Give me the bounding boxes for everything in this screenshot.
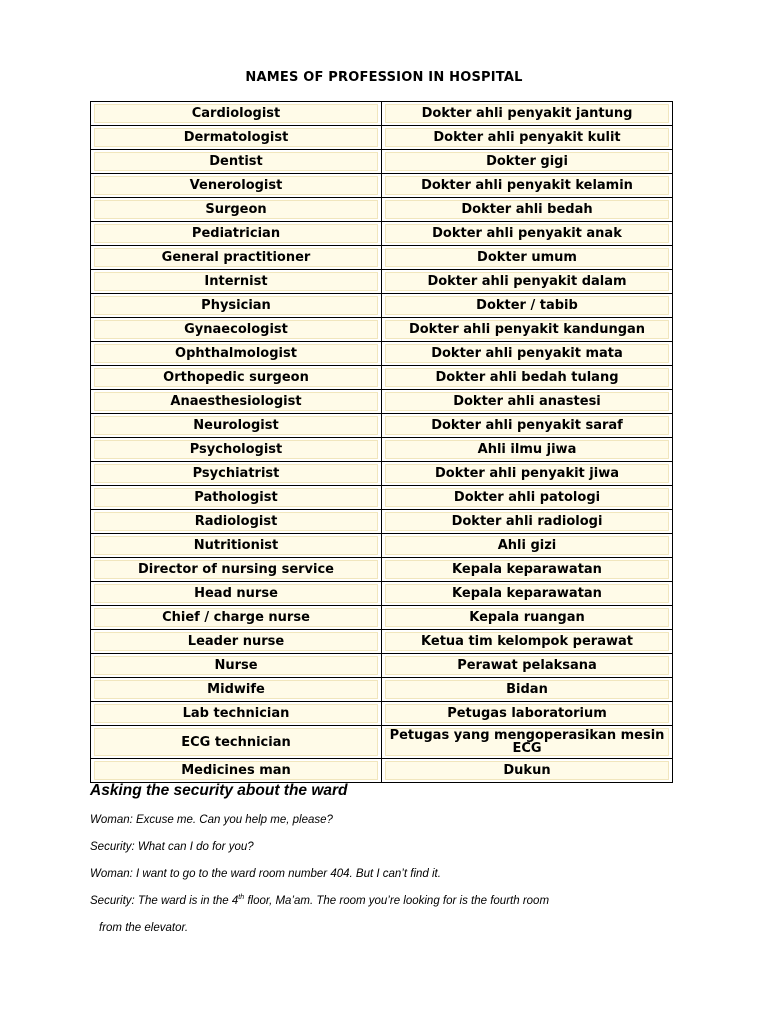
- dialog-line-security-2: [90, 895, 549, 907]
- page-title: NAMES OF PROFESSION IN HOSPITAL: [245, 70, 523, 85]
- profession-english-cell: [91, 654, 382, 678]
- profession-english-cell: [91, 486, 382, 510]
- profession-indonesian: Kepala keparawatan: [385, 560, 669, 579]
- profession-english-cell: [91, 630, 382, 654]
- dialog-line-security-2-continued: from the elevator.: [99, 922, 189, 934]
- profession-english: Pediatrician: [94, 224, 378, 243]
- profession-english-cell: [91, 102, 382, 126]
- dialog-line-security-1: Security: What can I do for you?: [90, 841, 254, 853]
- profession-indonesian: Dokter ahli penyakit jiwa: [385, 464, 669, 483]
- profession-indonesian: Dokter ahli anastesi: [385, 392, 669, 411]
- table-row: [91, 534, 673, 558]
- profession-indonesian: Bidan: [385, 680, 669, 699]
- profession-indonesian-cell: [382, 390, 673, 414]
- profession-english: Gynaecologist: [94, 320, 378, 339]
- table-row: [91, 510, 673, 534]
- profession-english-cell: [91, 126, 382, 150]
- profession-english-cell: [91, 318, 382, 342]
- table-row: [91, 270, 673, 294]
- profession-indonesian: Dokter ahli penyakit kandungan: [385, 320, 669, 339]
- dialog-line-woman-2: Woman: I want to go to the ward room number 404. But I can’t find it.: [90, 868, 441, 880]
- profession-english-cell: [91, 510, 382, 534]
- table-row: [91, 126, 673, 150]
- profession-english: Midwife: [94, 680, 378, 699]
- profession-english-cell: [91, 246, 382, 270]
- profession-indonesian: Kepala ruangan: [385, 608, 669, 627]
- profession-english-cell: [91, 759, 382, 783]
- profession-english-cell: [91, 702, 382, 726]
- profession-indonesian: Dokter ahli penyakit mata: [385, 344, 669, 363]
- profession-indonesian-cell: [382, 102, 673, 126]
- profession-indonesian: Ahli ilmu jiwa: [385, 440, 669, 459]
- profession-indonesian-cell: [382, 759, 673, 783]
- table-row: [91, 318, 673, 342]
- profession-indonesian-cell: [382, 342, 673, 366]
- profession-english: Radiologist: [94, 512, 378, 531]
- profession-english-cell: [91, 678, 382, 702]
- table-row: [91, 582, 673, 606]
- profession-indonesian: Dokter ahli penyakit kulit: [385, 128, 669, 147]
- profession-english-cell: [91, 726, 382, 759]
- profession-indonesian: Dokter ahli penyakit anak: [385, 224, 669, 243]
- profession-english: Orthopedic surgeon: [94, 368, 378, 387]
- profession-indonesian: Dokter / tabib: [385, 296, 669, 315]
- profession-indonesian: Petugas laboratorium: [385, 704, 669, 723]
- profession-indonesian: Dokter ahli penyakit kelamin: [385, 176, 669, 195]
- profession-english-cell: [91, 462, 382, 486]
- table-row: [91, 246, 673, 270]
- profession-english: Anaesthesiologist: [94, 392, 378, 411]
- profession-indonesian-cell: [382, 270, 673, 294]
- profession-english: Chief / charge nurse: [94, 608, 378, 627]
- profession-indonesian-cell: [382, 174, 673, 198]
- profession-english-cell: [91, 222, 382, 246]
- table-row: [91, 678, 673, 702]
- table-row: [91, 462, 673, 486]
- profession-indonesian: Ketua tim kelompok perawat: [385, 632, 669, 651]
- profession-indonesian-cell: [382, 462, 673, 486]
- table-row: [91, 390, 673, 414]
- profession-english: Psychiatrist: [94, 464, 378, 483]
- profession-indonesian: Dokter ahli penyakit dalam: [385, 272, 669, 291]
- profession-indonesian: Dokter ahli radiologi: [385, 512, 669, 531]
- table-row: [91, 702, 673, 726]
- profession-indonesian: Dokter ahli bedah: [385, 200, 669, 219]
- profession-indonesian-cell: [382, 510, 673, 534]
- table-row: [91, 726, 673, 759]
- profession-english-cell: [91, 198, 382, 222]
- profession-english: Nutritionist: [94, 536, 378, 555]
- profession-indonesian: Ahli gizi: [385, 536, 669, 555]
- profession-english: Head nurse: [94, 584, 378, 603]
- table-row: [91, 414, 673, 438]
- profession-indonesian-cell: [382, 558, 673, 582]
- table-row: [91, 150, 673, 174]
- profession-english: Dermatologist: [94, 128, 378, 147]
- ordinal-suffix: th: [238, 894, 245, 902]
- profession-indonesian-cell: [382, 534, 673, 558]
- table-row: [91, 198, 673, 222]
- profession-indonesian-cell: [382, 150, 673, 174]
- profession-english: Cardiologist: [94, 104, 378, 123]
- table-row: [91, 342, 673, 366]
- profession-indonesian-cell: [382, 438, 673, 462]
- profession-english: Nurse: [94, 656, 378, 675]
- profession-english-cell: [91, 174, 382, 198]
- profession-english-cell: [91, 342, 382, 366]
- profession-indonesian: Dukun: [385, 761, 669, 780]
- profession-indonesian: Dokter ahli penyakit jantung: [385, 104, 669, 123]
- table-row: [91, 486, 673, 510]
- table-row: [91, 606, 673, 630]
- profession-indonesian-cell: [382, 366, 673, 390]
- profession-indonesian: Dokter ahli bedah tulang: [385, 368, 669, 387]
- profession-english: General practitioner: [94, 248, 378, 267]
- profession-english-cell: [91, 438, 382, 462]
- profession-indonesian: Perawat pelaksana: [385, 656, 669, 675]
- profession-indonesian-cell: [382, 678, 673, 702]
- profession-english-cell: [91, 606, 382, 630]
- profession-english: ECG technician: [94, 728, 378, 756]
- profession-english: Ophthalmologist: [94, 344, 378, 363]
- table-row: [91, 759, 673, 783]
- table-row: [91, 294, 673, 318]
- profession-indonesian: Dokter umum: [385, 248, 669, 267]
- table-row: [91, 222, 673, 246]
- table-row: [91, 630, 673, 654]
- profession-english-cell: [91, 294, 382, 318]
- profession-english: Neurologist: [94, 416, 378, 435]
- table-row: [91, 366, 673, 390]
- profession-english: Dentist: [94, 152, 378, 171]
- table-row: [91, 102, 673, 126]
- profession-english: Director of nursing service: [94, 560, 378, 579]
- dialog-heading: Asking the security about the ward: [90, 782, 348, 799]
- profession-english: Surgeon: [94, 200, 378, 219]
- profession-english: Lab technician: [94, 704, 378, 723]
- profession-table: [90, 101, 673, 783]
- profession-indonesian-cell: [382, 294, 673, 318]
- profession-indonesian-cell: [382, 654, 673, 678]
- profession-english: Medicines man: [94, 761, 378, 780]
- profession-indonesian-cell: [382, 486, 673, 510]
- profession-english: Leader nurse: [94, 632, 378, 651]
- table-row: [91, 558, 673, 582]
- profession-indonesian-cell: [382, 198, 673, 222]
- profession-english-cell: [91, 414, 382, 438]
- profession-table-body: [91, 102, 673, 783]
- profession-english-cell: [91, 366, 382, 390]
- profession-indonesian-cell: [382, 414, 673, 438]
- profession-indonesian-cell: [382, 582, 673, 606]
- dialog-line-security-2-start: Security: The ward is in the 4: [90, 895, 239, 907]
- profession-english-cell: [91, 558, 382, 582]
- profession-english: Physician: [94, 296, 378, 315]
- profession-english-cell: [91, 270, 382, 294]
- profession-english: Pathologist: [94, 488, 378, 507]
- dialog-line-woman-1: Woman: Excuse me. Can you help me, please?: [90, 814, 333, 826]
- profession-indonesian-cell: [382, 222, 673, 246]
- profession-indonesian-cell: [382, 630, 673, 654]
- profession-english: Venerologist: [94, 176, 378, 195]
- profession-indonesian-cell: [382, 702, 673, 726]
- table-row: [91, 174, 673, 198]
- profession-indonesian-cell: [382, 318, 673, 342]
- profession-english: Psychologist: [94, 440, 378, 459]
- profession-indonesian-cell: [382, 726, 673, 759]
- profession-indonesian-cell: [382, 606, 673, 630]
- profession-english-cell: [91, 150, 382, 174]
- profession-indonesian-cell: [382, 246, 673, 270]
- profession-indonesian: Dokter ahli patologi: [385, 488, 669, 507]
- table-row: [91, 438, 673, 462]
- profession-english-cell: [91, 534, 382, 558]
- dialog-line-security-2-end: floor, Ma’am. The room you’re looking for is the fourth room: [244, 895, 550, 907]
- profession-indonesian: Dokter ahli penyakit saraf: [385, 416, 669, 435]
- profession-english-cell: [91, 390, 382, 414]
- profession-indonesian-cell: [382, 126, 673, 150]
- profession-indonesian: Dokter gigi: [385, 152, 669, 171]
- table-row: [91, 654, 673, 678]
- profession-english-cell: [91, 582, 382, 606]
- profession-indonesian: Kepala keparawatan: [385, 584, 669, 603]
- profession-indonesian: Petugas yang mengoperasikan mesin ECG: [385, 728, 669, 756]
- profession-english: Internist: [94, 272, 378, 291]
